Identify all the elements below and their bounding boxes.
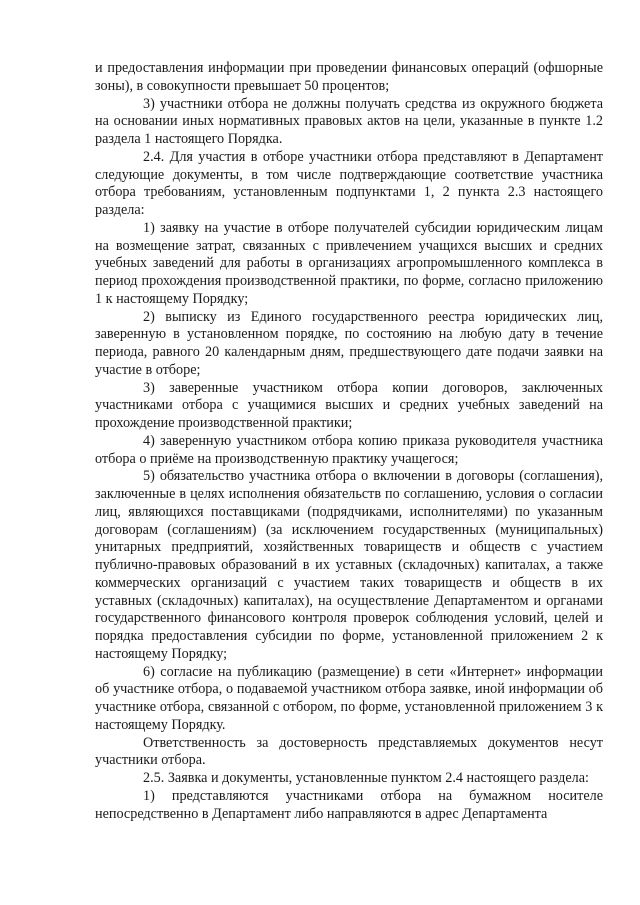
paragraph-2-4: 2.4. Для участия в отборе участники отбора представляют в Департамент следующие документы, в том числе подтверждающие соответствие участника отбора требованиям, установленным подпунктами 1, 2 пункта 2.3 настоящего раздела: (95, 148, 603, 218)
paragraph-2-4-item-1: 1) заявку на участие в отборе получателей субсидии юридическим лицам на возмещение затрат, связанных с привлечением учащихся высших и средних учебных заведений для работы в организациях агропромышленного комплекса в период прохождения производственной практики, по форме, согласно приложению 1 к настоящему Порядку; (95, 219, 603, 307)
paragraph-2-5-item-1: 1) представляются участниками отбора на бумажном носителе непосредственно в Департамент либо направляются в адрес Департамента (95, 787, 603, 822)
paragraph-2-4-item-6: 6) согласие на публикацию (размещение) в сети «Интернет» информации об участнике отбора, о подаваемой участником отбора заявке, иной информации об участнике отбора, связанной с отбором, по форме, установленной приложением 3 к настоящему Порядку. (95, 663, 603, 733)
paragraph-offshore-continuation: и предоставления информации при проведении финансовых операций (офшорные зоны), в совокупности превышает 50 процентов; (95, 60, 603, 94)
paragraph-2-4-item-3: 3) заверенные участником отбора копии договоров, заключенных участниками отбора с учащимися высших и средних учебных заведений на прохождение производственной практики; (95, 379, 603, 431)
paragraph-2-5: 2.5. Заявка и документы, установленные пунктом 2.4 настоящего раздела: (143, 770, 589, 786)
paragraph-responsibility: Ответственность за достоверность представляемых документов несут участники отбора. (95, 734, 603, 769)
paragraph-item-3-budget: 3) участники отбора не должны получать средства из окружного бюджета на основании иных нормативных правовых актов на цели, указанные в пункте 1.2 раздела 1 настоящего Порядка. (95, 95, 603, 147)
document-body (95, 60, 603, 823)
paragraph-2-4-item-5: 5) обязательство участника отбора о включении в договоры (соглашения), заключенные в целях исполнения обязательств по соглашению, условия о согласии лиц, являющихся поставщиками (подрядчиками, исполнителями) по указанным договорам (соглашениям) (за исключением государственных (муниципальных) унитарных предприятий, хозяйственных товариществ и обществ с участием публично-правовых образований в их уставных (складочных) капиталах, а также коммерческих организаций с участием таких товариществ и обществ в их уставных (складочных) капиталах), на осуществление Департаментом и органами государственного финансового контроля проверок соблюдения условий, целей и порядка предоставления субсидии по форме, установленной приложением 2 к настоящему Порядку; (95, 468, 603, 662)
paragraph-2-4-item-4: 4) заверенную участником отбора копию приказа руководителя участника отбора о приёме на производственную практику учащегося; (95, 432, 603, 467)
paragraph-2-4-item-2: 2) выписку из Единого государственного реестра юридических лиц, заверенную в установленном порядке, по состоянию на любую дату в течение периода, равного 20 календарным дням, предшествующего дате подачи заявки на участие в отборе; (95, 308, 603, 378)
